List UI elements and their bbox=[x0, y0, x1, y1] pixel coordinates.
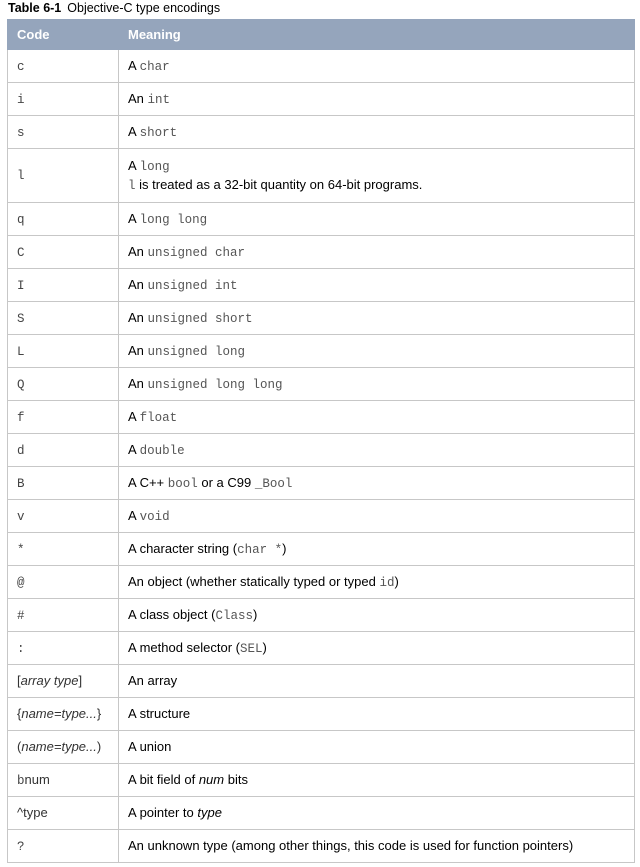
meaning-cell bbox=[119, 566, 635, 599]
meaning-type: long long bbox=[139, 212, 208, 227]
meaning-cell bbox=[119, 500, 635, 533]
meaning-text: An bbox=[128, 309, 148, 325]
code-cell bbox=[8, 698, 119, 731]
meaning-text: An bbox=[128, 90, 148, 106]
meaning-type: float bbox=[139, 410, 178, 425]
meaning-type: void bbox=[139, 509, 170, 524]
table-row bbox=[8, 599, 635, 632]
table-row bbox=[8, 203, 635, 236]
header-meaning: Meaning bbox=[119, 20, 635, 50]
meaning-text: A bbox=[128, 210, 140, 226]
table-row bbox=[8, 500, 635, 533]
table-row bbox=[8, 830, 635, 863]
meaning-cell bbox=[119, 335, 635, 368]
meaning-text: A bit field of bbox=[128, 772, 199, 787]
header-row bbox=[8, 20, 635, 50]
meaning-cell bbox=[119, 632, 635, 665]
code-value: : bbox=[17, 641, 25, 656]
table-row bbox=[8, 368, 635, 401]
code-value: # bbox=[17, 608, 25, 623]
meaning-type: short bbox=[139, 125, 178, 140]
meaning-text: A C++ bbox=[128, 474, 168, 490]
code-value: C bbox=[17, 245, 25, 260]
meaning-cell bbox=[119, 467, 635, 500]
meaning-cell bbox=[119, 401, 635, 434]
code-cell bbox=[8, 731, 119, 764]
code-cell bbox=[8, 533, 119, 566]
meaning-cell bbox=[119, 731, 635, 764]
table-row bbox=[8, 149, 635, 203]
meaning-type: SEL bbox=[240, 641, 263, 656]
table-row bbox=[8, 566, 635, 599]
table-row bbox=[8, 50, 635, 83]
meaning-text: An bbox=[128, 342, 148, 358]
code-delim: ( bbox=[17, 739, 22, 754]
code-cell bbox=[8, 302, 119, 335]
table-row bbox=[8, 236, 635, 269]
code-delim: [ bbox=[17, 673, 21, 688]
meaning-text: ) bbox=[394, 573, 399, 589]
code-value: f bbox=[17, 410, 25, 425]
code-value: Q bbox=[17, 377, 25, 392]
meaning-text: A union bbox=[128, 739, 172, 754]
meaning-cell bbox=[119, 83, 635, 116]
code-cell bbox=[8, 665, 119, 698]
code-delim: } bbox=[96, 706, 102, 721]
meaning-type: char bbox=[139, 59, 170, 74]
code-cell bbox=[8, 236, 119, 269]
table-row bbox=[8, 302, 635, 335]
code-cell bbox=[8, 599, 119, 632]
code-value: @ bbox=[17, 575, 25, 590]
meaning-text: An array bbox=[128, 673, 178, 688]
meaning-text: A bbox=[128, 408, 140, 424]
table-row bbox=[8, 434, 635, 467]
code-cell bbox=[8, 500, 119, 533]
meaning-text: A bbox=[128, 157, 140, 173]
code-cell bbox=[8, 467, 119, 500]
table-row bbox=[8, 764, 635, 797]
meaning-type: char * bbox=[237, 542, 283, 557]
code-value: * bbox=[17, 542, 25, 557]
meaning-type: unsigned int bbox=[147, 278, 238, 293]
meaning-text: or a C99 bbox=[197, 474, 255, 490]
table-row bbox=[8, 632, 635, 665]
code-value: L bbox=[17, 344, 25, 359]
meaning-cell bbox=[119, 302, 635, 335]
code-value: ? bbox=[17, 839, 25, 854]
header-code: Code bbox=[8, 20, 119, 50]
meaning-text: A method selector ( bbox=[128, 639, 240, 655]
meaning-type: Class bbox=[215, 608, 253, 623]
code-cell bbox=[8, 401, 119, 434]
meaning-type: id bbox=[379, 575, 395, 590]
table-row bbox=[8, 698, 635, 731]
meaning-cell bbox=[119, 116, 635, 149]
code-param: name=type... bbox=[21, 739, 97, 754]
table-row bbox=[8, 797, 635, 830]
code-param: name=type... bbox=[21, 706, 97, 721]
code-value: i bbox=[17, 92, 25, 107]
code-cell bbox=[8, 764, 119, 797]
code-cell bbox=[8, 632, 119, 665]
meaning-text: A structure bbox=[128, 706, 191, 721]
meaning-type: unsigned short bbox=[147, 311, 253, 326]
meaning-text: A class object ( bbox=[128, 606, 216, 622]
meaning-text: A character string ( bbox=[128, 540, 238, 556]
meaning-type: unsigned long long bbox=[147, 377, 283, 392]
meaning-note bbox=[128, 176, 634, 195]
meaning-text: ) bbox=[262, 639, 267, 655]
code-cell bbox=[8, 434, 119, 467]
meaning-cell bbox=[119, 149, 635, 203]
code-value: c bbox=[17, 59, 25, 74]
code-cell bbox=[8, 83, 119, 116]
meaning-text: A bbox=[128, 123, 140, 139]
meaning-param: num bbox=[198, 772, 225, 787]
code-value: d bbox=[17, 443, 25, 458]
meaning-text: An bbox=[128, 375, 148, 391]
meaning-cell bbox=[119, 203, 635, 236]
meaning-cell bbox=[119, 764, 635, 797]
type-encodings-table bbox=[7, 19, 635, 863]
code-value: q bbox=[17, 212, 25, 227]
code-cell bbox=[8, 149, 119, 203]
meaning-param: type bbox=[197, 805, 222, 820]
code-cell bbox=[8, 50, 119, 83]
meaning-cell bbox=[119, 830, 635, 863]
meaning-text: An object (whether statically typed or typed bbox=[128, 573, 380, 589]
meaning-text: An unknown type (among other things, this code is used for function pointers) bbox=[128, 838, 574, 853]
meaning-type: unsigned long bbox=[147, 344, 246, 359]
code-cell bbox=[8, 116, 119, 149]
meaning-text: An bbox=[128, 243, 148, 259]
code-value: S bbox=[17, 311, 25, 326]
code-delim: ) bbox=[96, 739, 102, 754]
meaning-type: long bbox=[139, 159, 170, 174]
meaning-cell bbox=[119, 533, 635, 566]
note-text: is treated as a 32-bit quantity on 64-bit programs. bbox=[135, 176, 423, 192]
code-value: l bbox=[17, 169, 25, 183]
code-delim: { bbox=[17, 706, 22, 721]
meaning-type: _Bool bbox=[254, 476, 293, 491]
table-row bbox=[8, 467, 635, 500]
code-param: num bbox=[24, 771, 50, 787]
meaning-cell bbox=[119, 50, 635, 83]
meaning-text: ) bbox=[252, 606, 258, 622]
meaning-text: bits bbox=[224, 772, 248, 787]
table-title: Objective-C type encodings bbox=[67, 1, 221, 15]
table-row bbox=[8, 533, 635, 566]
meaning-cell bbox=[119, 797, 635, 830]
table-row bbox=[8, 116, 635, 149]
code-cell bbox=[8, 566, 119, 599]
meaning-text: ) bbox=[282, 540, 287, 556]
meaning-cell bbox=[119, 665, 635, 698]
code-value: b bbox=[17, 773, 25, 788]
code-delim: ] bbox=[78, 673, 83, 688]
meaning-cell bbox=[119, 698, 635, 731]
code-param: array type bbox=[20, 673, 79, 688]
table-row bbox=[8, 83, 635, 116]
code-cell bbox=[8, 830, 119, 863]
meaning-cell bbox=[119, 236, 635, 269]
code-cell bbox=[8, 269, 119, 302]
meaning-type: bool bbox=[167, 476, 198, 491]
code-cell bbox=[8, 368, 119, 401]
meaning-text: A bbox=[128, 507, 140, 523]
table-caption bbox=[8, 0, 220, 18]
code-cell bbox=[8, 203, 119, 236]
code-value: s bbox=[17, 125, 25, 140]
table-row bbox=[8, 731, 635, 764]
table-row bbox=[8, 335, 635, 368]
table-number: Table 6-1 bbox=[8, 1, 62, 15]
meaning-text: A pointer to bbox=[128, 805, 198, 820]
meaning-cell bbox=[119, 368, 635, 401]
meaning-cell bbox=[119, 599, 635, 632]
code-value: B bbox=[17, 476, 25, 491]
table-row bbox=[8, 401, 635, 434]
meaning-type: unsigned char bbox=[147, 245, 246, 260]
code-value: v bbox=[17, 509, 25, 524]
meaning-cell bbox=[119, 269, 635, 302]
meaning-text: An bbox=[128, 276, 148, 292]
note-code: l bbox=[128, 178, 136, 193]
meaning-text: A bbox=[128, 441, 140, 457]
code-cell bbox=[8, 335, 119, 368]
meaning-cell bbox=[119, 434, 635, 467]
meaning-text: A bbox=[128, 57, 140, 73]
meaning-type: double bbox=[139, 443, 185, 458]
code-value: I bbox=[17, 278, 25, 293]
table-row bbox=[8, 665, 635, 698]
table-row bbox=[8, 269, 635, 302]
code-cell bbox=[8, 797, 119, 830]
meaning-type: int bbox=[147, 92, 171, 107]
code-value: ^type bbox=[17, 805, 48, 820]
